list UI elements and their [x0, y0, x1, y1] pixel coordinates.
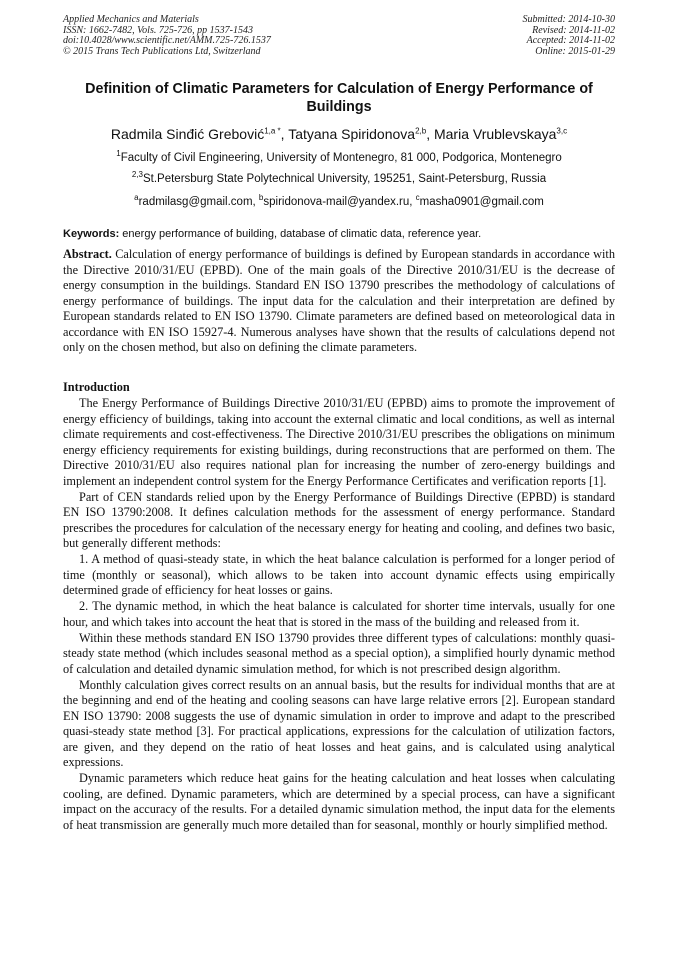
- email-superscript: c: [415, 193, 420, 203]
- submission-dates: [523, 15, 616, 57]
- author-name: Maria Vrublevskaya: [433, 126, 557, 142]
- abstract: [63, 247, 615, 356]
- paragraph: Part of CEN standards relied upon by the Energy Performance of Buildings Directive (EPBD) is standard EN ISO 13790:2008. It defines calculation methods for the assessment of energy performance. Standard prescribes the procedures for calculation of the necessary energy for heating and cooling, and defines two basic, but generally different methods:: [63, 489, 615, 550]
- affiliation-superscript: 1: [116, 149, 121, 159]
- author-name: Tatyana Spiridonova: [288, 126, 416, 142]
- abstract-paragraph: [63, 247, 615, 356]
- paragraph: Monthly calculation gives correct results on an annual basis, but the results for individual months that are at the beginning and end of the heating and cooling seasons can have large relative errors [2]. European standard EN ISO 13790: 2008 suggests the use of dynamic simulation in order to improve and adapt to the prescribed quasi-steady state method [3]. For practical applications, expressions for the calculation of utilization factors, are given, and they depend on the ratio of heat losses and heat gains, and is calculated using analytical expressions.: [63, 677, 615, 769]
- author-superscript: 1,a *: [264, 126, 281, 136]
- affiliation-1: [63, 151, 615, 165]
- author-name: Radmila Sinđić Grebović: [110, 126, 265, 142]
- abstract-text: Calculation of energy performance of buildings is defined by European standards in accordance with the Directive 2010/31/EU (EPBD). One of the main goals of the Directive 2010/31/EU is the decrease of energy consumption in the buildings. Standard EN ISO 13790 prescribes the methodology of calculations of energy performance of buildings. The input data for the calculation and their interpretation are defined by European standards related to EN ISO 13790. Climate parameters are defined based on meteorological data in accordance with EN ISO 15927-4. Numerous analyses have shown that the results of calculations depend not only on the chosen method, but also on defining the climate parameters.: [63, 247, 615, 354]
- abstract-label: Abstract.: [63, 247, 112, 261]
- list-item: 1. A method of quasi-steady state, in which the heat balance calculation is performed for a longer period of time (monthly or seasonal), which allows to be taken into account dynamic effects using empirically determined grade of efficiency for heat losses or gains.: [63, 552, 615, 597]
- affiliation-superscript: 2,3: [131, 170, 143, 180]
- author-separator: ,: [280, 126, 289, 142]
- paragraph: Dynamic parameters which reduce heat gains for the heating calculation and heat losses when calculating cooling, are defined. Dynamic parameters, which are determined by a special process, can have a significant impact on the accuracy of the results. For a detailed dynamic simulation method, the input data for the elements of heat transmission are generally much more detailed than for seasonal, monthly or hourly simplified method.: [63, 771, 615, 832]
- date-online: Online: 2015-01-29: [535, 45, 615, 57]
- author-separator: ,: [426, 126, 434, 142]
- journal-copyright: © 2015 Trans Tech Publications Ltd, Switzerland: [63, 45, 261, 57]
- section-heading-introduction: Introduction: [63, 380, 130, 394]
- date-revised: Revised: 2014-11-02: [532, 24, 615, 36]
- journal-doi: doi:10.4028/www.scientific.net/AMM.725-726.1537: [63, 35, 271, 46]
- date-accepted: Accepted: 2014-11-02: [526, 35, 615, 46]
- journal-issn: ISSN: 1662-7482, Vols. 725-726, pp 1537-1543: [63, 24, 253, 36]
- introduction-body: [63, 396, 615, 834]
- author-emails: [63, 195, 615, 209]
- keywords: [63, 227, 615, 241]
- paragraph: The Energy Performance of Buildings Directive 2010/31/EU (EPBD) aims to promote the improvement of energy efficiency of buildings, taking into account the external climatic and local conditions, as well as internal climate requirements and cost-effectiveness. The Directive 2010/31/EU prescribes the obligations on minimum energy efficiency requirements for existing buildings, during reconstructions that are performed on them. The Directive 2010/31/EU also requires national plan for increasing the number of zero-energy buildings and implement an independent control system for the Energy Performance Certificates and verification reports [1].: [63, 396, 615, 488]
- affiliation-2: [63, 172, 615, 186]
- list-item: 2. The dynamic method, in which the heat balance is calculated for shorter time intervals, usually for one hour, and which takes into account the heat that is stored in the mass of the building and released from it.: [63, 599, 615, 629]
- author-superscript: 2,b: [415, 126, 427, 136]
- keywords-label: Keywords:: [63, 228, 120, 240]
- email-superscript: a: [134, 193, 139, 203]
- paper-title: Definition of Climatic Parameters for Calculation of Energy Performance of Buildings: [85, 81, 593, 115]
- email-link[interactable]: radmilasg@gmail.com,: [138, 196, 259, 208]
- affiliation-text: St.Petersburg State Polytechnical University, 195251, Saint-Petersburg, Russia: [142, 173, 547, 185]
- email-superscript: b: [258, 193, 264, 203]
- email-link[interactable]: masha0901@gmail.com: [419, 196, 544, 208]
- keywords-text: energy performance of building, database of climatic data, reference year.: [119, 228, 482, 240]
- email-link[interactable]: spiridonova-mail@yandex.ru,: [263, 196, 416, 208]
- affiliation-text: Faculty of Civil Engineering, University of Montenegro, 81 000, Podgorica, Montenegro: [120, 152, 562, 164]
- author-list: [63, 125, 615, 143]
- journal-info: [63, 15, 271, 57]
- author-superscript: 3,c: [556, 126, 568, 136]
- paragraph: Within these methods standard EN ISO 13790 provides three different types of calculations: monthly quasi-steady state method (which includes seasonal method as a special option), a simplified hourly dynamic method of calculation and detailed dynamic simulation method, for which is not prescribed design algorithm.: [63, 630, 615, 676]
- journal-name: Applied Mechanics and Materials: [63, 14, 199, 25]
- date-submitted: Submitted: 2014-10-30: [522, 14, 615, 25]
